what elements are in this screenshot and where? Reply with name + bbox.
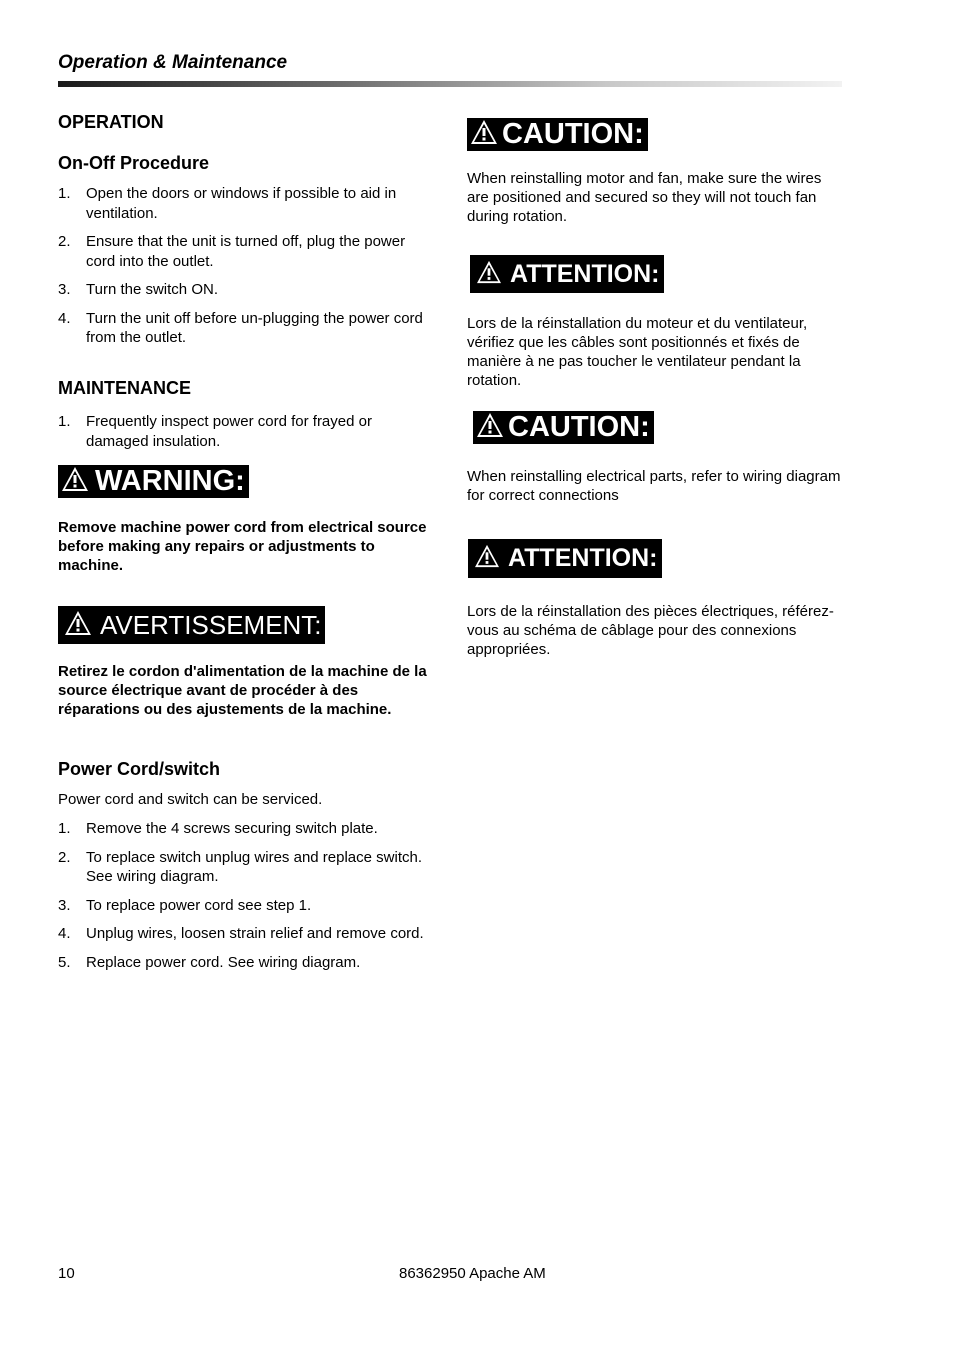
avertissement-label: AVERTISSEMENT: (100, 609, 322, 640)
warning-triangle-icon (61, 466, 89, 497)
list-item (58, 184, 433, 223)
step-text: Replace power cord. See wiring diagram. (86, 953, 361, 971)
onoff-heading: On-Off Procedure (58, 153, 210, 173)
step-number: 4. (58, 925, 71, 942)
caution-text: When reinstalling electrical parts, refer to wiring diagram for correct connections (467, 468, 841, 504)
attention-banner (470, 255, 664, 293)
step-text: Unplug wires, loosen strain relief and remove cord. (86, 925, 424, 942)
attention-label: ATTENTION: (510, 259, 660, 288)
attention-label: ATTENTION: (508, 544, 658, 572)
caution-label: CAUTION: (508, 411, 650, 443)
step-number: 2. (58, 233, 71, 250)
step-text: Turn the switch ON. (86, 281, 218, 298)
list-item (58, 232, 433, 271)
caution-banner (467, 118, 648, 151)
list-item (58, 819, 433, 839)
warning-triangle-icon (470, 119, 498, 150)
page-number: 10 (58, 1265, 75, 1282)
warning-triangle-icon (476, 260, 502, 289)
step-text: To replace power cord see step 1. (86, 896, 312, 914)
document-id: 86362950 Apache AM (399, 1265, 546, 1282)
list-item (58, 896, 433, 916)
power-cord-heading: Power Cord/switch (58, 759, 221, 779)
warning-text: Remove machine power cord from electrical source before making any repairs or adjustments to machine. (58, 519, 427, 574)
list-item (58, 953, 433, 973)
step-number: 1. (58, 185, 71, 202)
step-text: Ensure that the unit is turned off, plug the power cord into the outlet. (86, 233, 406, 270)
attention-text: Lors de la réinstallation du moteur et du ventilateur, vérifiez que les câbles sont positionnés et fixés de manière à ne pas toucher le ventilateur pendant la rotation. (467, 315, 808, 389)
maintenance-heading: MAINTENANCE (58, 378, 191, 398)
attention-text: Lors de la réinstallation des pièces électriques, référez-vous au schéma de câblage pour des connexions appropriées. (467, 603, 834, 658)
warning-label: WARNING: (95, 465, 245, 497)
caution-label: CAUTION: (502, 118, 644, 150)
step-number: 3. (58, 896, 71, 914)
avertissement-text: Retirez le cordon d'alimentation de la machine de la source électrique avant de procéder à des réparations ou des ajustements de la machine. (58, 663, 427, 718)
step-number: 1. (58, 413, 71, 430)
attention-banner (468, 539, 662, 578)
step-number: 5. (58, 953, 71, 971)
operation-heading: OPERATION (58, 112, 164, 132)
step-number: 2. (58, 848, 71, 866)
page-header-title: Operation & Maintenance (58, 52, 288, 73)
step-text: Frequently inspect power cord for frayed or damaged insulation. (86, 413, 372, 450)
list-item (58, 848, 433, 887)
onoff-steps (58, 184, 433, 348)
header-rule (58, 81, 842, 87)
step-text: Remove the 4 screws securing switch plate. (86, 820, 378, 837)
warning-triangle-icon (476, 412, 504, 443)
caution-text: When reinstalling motor and fan, make sure the wires are positioned and secured so they will not touch fan during rotation. (467, 170, 822, 225)
warning-triangle-icon (64, 610, 92, 641)
avertissement-banner (58, 606, 325, 644)
step-number: 1. (58, 820, 71, 837)
step-text: Open the doors or windows if possible to aid in ventilation. (86, 185, 397, 222)
step-text: Turn the unit off before un-plugging the power cord from the outlet. (86, 309, 423, 346)
list-item (58, 924, 433, 944)
power-cord-intro: Power cord and switch can be serviced. (58, 791, 323, 808)
maintenance-steps (58, 412, 433, 451)
list-item (58, 309, 433, 348)
caution-banner (473, 411, 654, 444)
step-text: To replace switch unplug wires and replace switch. See wiring diagram. (86, 848, 422, 885)
step-number: 3. (58, 281, 71, 298)
list-item (58, 412, 433, 451)
warning-triangle-icon (474, 544, 500, 573)
power-cord-steps (58, 819, 433, 972)
step-number: 4. (58, 309, 71, 327)
warning-banner (58, 465, 249, 498)
list-item (58, 280, 433, 300)
